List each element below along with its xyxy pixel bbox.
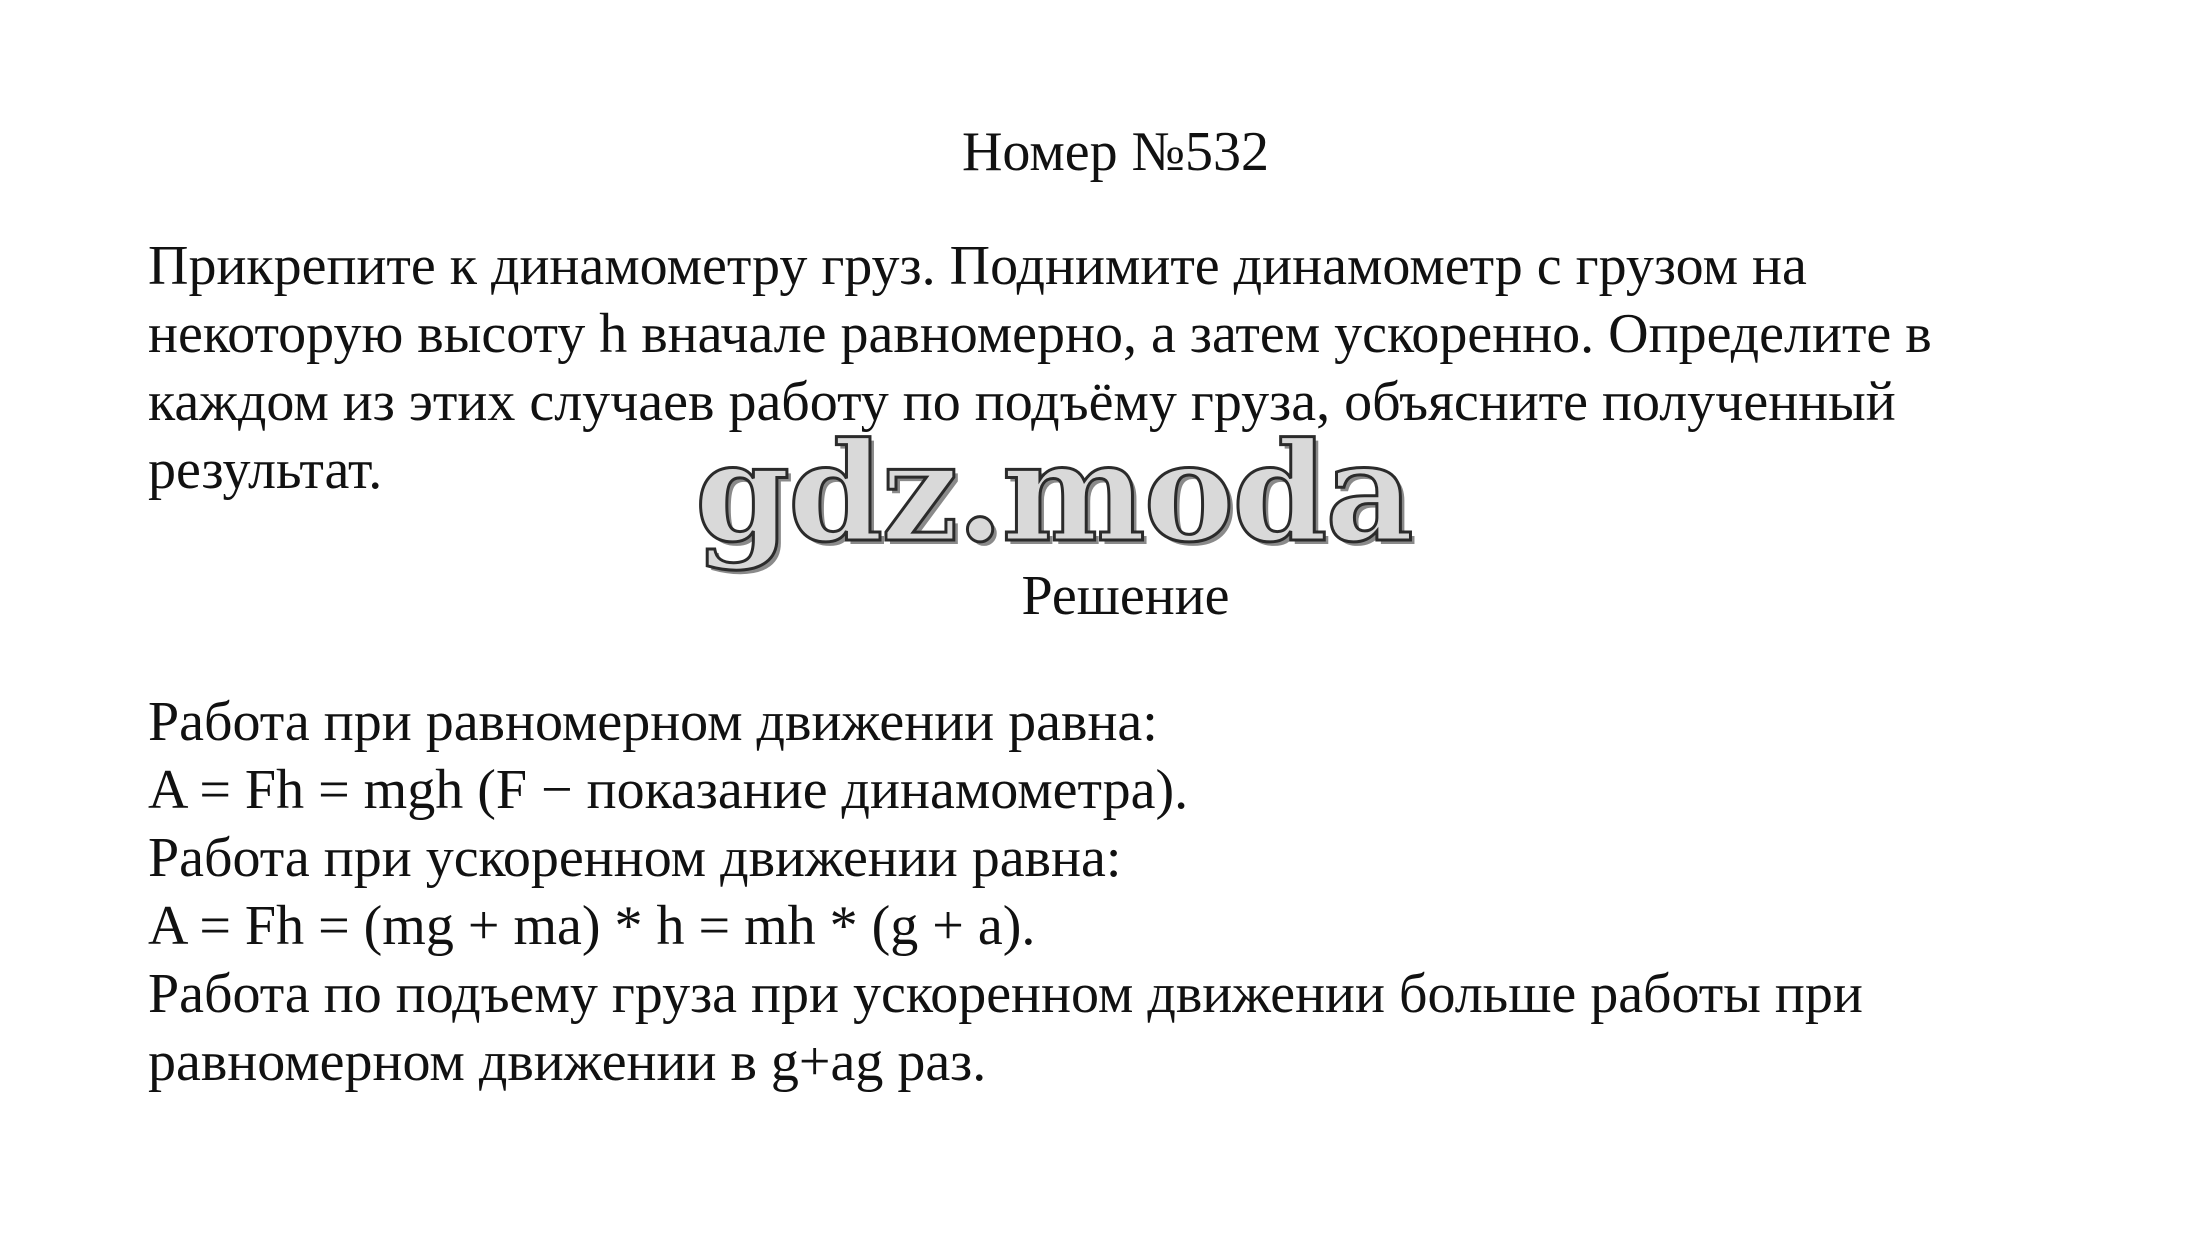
task-line: некоторую высоту h вначале равномерно, а затем ускоренно. Определите в bbox=[148, 303, 1932, 365]
task-line: Прикрепите к динамометру груз. Поднимите динамометр с грузом на bbox=[148, 235, 1807, 297]
solution-line: A = Fh = mgh (F − показание динамометра). bbox=[148, 759, 1189, 821]
solution-text bbox=[148, 688, 2138, 1096]
watermark-logo: gdz.moda bbox=[695, 413, 1412, 573]
page-title: Номер №532 bbox=[961, 121, 1270, 183]
solution-line: Работа при равномерном движении равна: bbox=[148, 691, 1158, 753]
solution-line: A = Fh = (mg + ma) * h = mh * (g + a). bbox=[148, 895, 1036, 957]
solution-line: равномерном движении в g+ag раз. bbox=[148, 1031, 987, 1093]
solution-line: Работа по подъему груза при ускоренном движении больше работы при bbox=[148, 963, 1863, 1025]
solution-line: Работа при ускоренном движении равна: bbox=[148, 827, 1122, 889]
task-line: каждом из этих случаев работу по подъёму груза, объясните полученный bbox=[148, 371, 1896, 433]
solution-heading: Решение bbox=[1021, 565, 1230, 627]
task-line: результат. bbox=[148, 439, 383, 501]
